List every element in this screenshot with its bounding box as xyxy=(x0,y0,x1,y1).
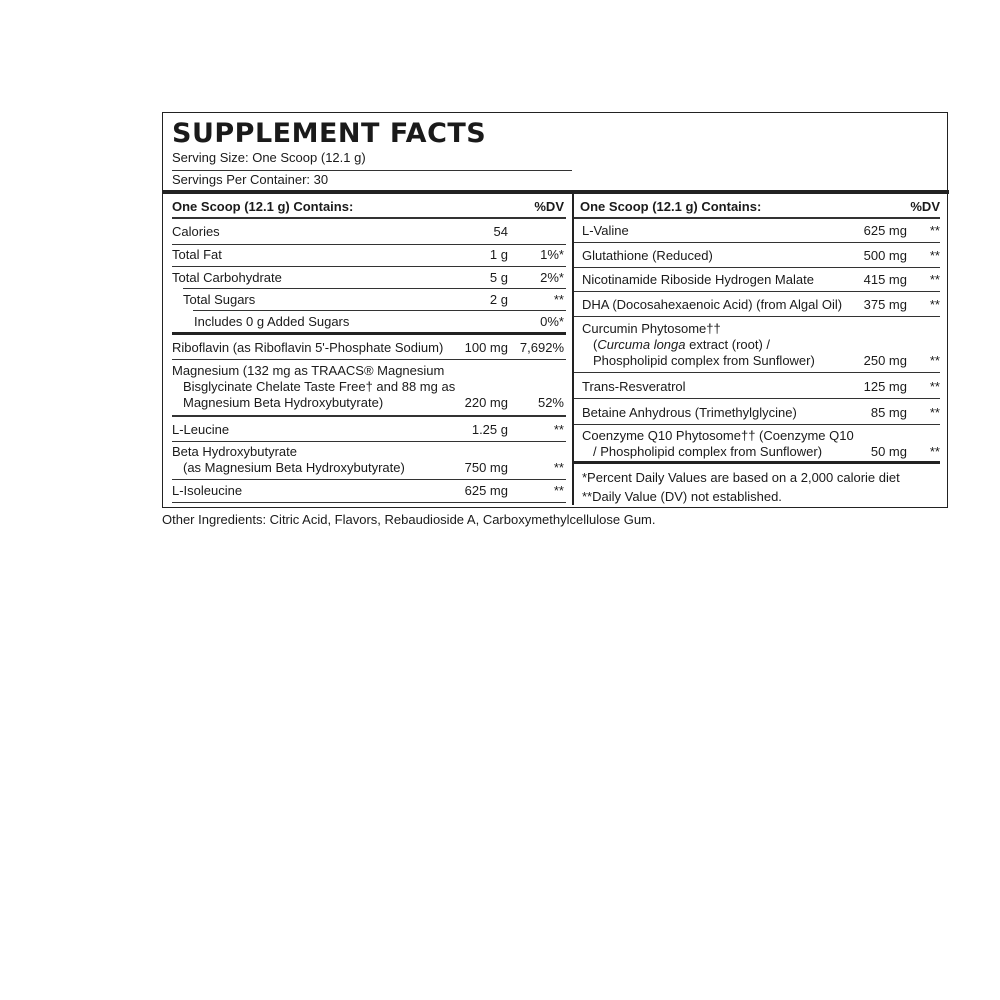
servings-per-container: Servings Per Container: 30 xyxy=(172,172,329,187)
thick-rule xyxy=(574,461,940,464)
divider xyxy=(574,242,940,243)
divider xyxy=(172,359,566,360)
right-header: One Scoop (12.1 g) Contains: xyxy=(580,199,762,214)
divider xyxy=(574,372,940,373)
divider xyxy=(172,441,566,442)
divider xyxy=(172,479,566,480)
curcuma-italic: Curcuma longa xyxy=(597,337,686,352)
panel-title: SUPPLEMENT FACTS xyxy=(172,118,487,149)
divider xyxy=(574,291,940,292)
divider xyxy=(574,217,940,219)
right-dv-header: %DV xyxy=(910,199,940,214)
left-header: One Scoop (12.1 g) Contains: xyxy=(172,199,354,214)
table-row: Coenzyme Q10 Phytosome†† (Coenzyme Q10 / Phospholipid complex from Sunflower) 50 mg ** xyxy=(582,428,940,459)
divider xyxy=(172,502,566,503)
divider xyxy=(172,266,566,267)
supplement-facts-panel: SUPPLEMENT FACTS Serving Size: One Scoop (12.1 g) Servings Per Container: 30 One Scoop (12.1 g) Contains: %DV Calories 54 Total Fat 1 g 1%* Total Carbohydrate 5 g 2%* Total Sugars 2 g ** Includes 0 g Added Sugars 0%* Riboflavin (as Riboflavin 5'-Phosphate Sodium) 100 mg 7,692% Magnesium (132 mg as TRAACS® Magnesium Bisglycinate Chelate Taste Free† and 88 mg as Magnesium Beta Hydroxybutyrate) 220 mg 52% L-Leucine 1.25 g ** Beta Hydroxybutyrate (as Magnesium Beta Hydroxybutyrate) 750 mg ** L-Isoleucine 625 mg ** One Scoop (12.1 g) Contains: %DV L-Valine 625 mg ** Glutathione (Reduced) 500 mg ** Nicotinamide Riboside Hydrogen Malate 415 mg ** DHA (Docosahexaenoic Acid) (from Algal Oil) 375 mg ** Curcumin Phytosome†† (Curcuma longa extract (root) / Phospholipid complex from Sunflower) 250 mg ** Trans-Resveratrol 125 mg ** Betaine Anhydrous (Trimethylglycine) 85 mg ** Coenzyme Q10 Phytosome†† (Coenzyme Q10 / Phospholipid complex from Sunflower) 50 mg ** *Percent Daily Values are based on a 2,000 calorie diet **Daily Value (DV) not established. xyxy=(162,112,948,508)
column-divider xyxy=(572,193,574,505)
divider xyxy=(172,415,566,417)
table-row: Magnesium (132 mg as TRAACS® Magnesium Bisglycinate Chelate Taste Free† and 88 mg as Magnesium Beta Hydroxybutyrate) 220 mg 52% xyxy=(172,363,564,410)
table-row: Curcumin Phytosome†† (Curcuma longa extract (root) / Phospholipid complex from Sunflower) 250 mg ** xyxy=(582,321,940,368)
divider xyxy=(574,424,940,425)
footnote-percent: *Percent Daily Values are based on a 2,000 calorie diet xyxy=(582,470,900,485)
curcumin-line2: (Curcuma longa extract (root) / xyxy=(593,337,771,352)
other-ingredients: Other Ingredients: Citric Acid, Flavors, Rebaudioside A, Carboxymethylcellulose Gum. xyxy=(162,512,656,527)
thick-rule xyxy=(172,332,566,335)
divider xyxy=(183,288,566,289)
left-dv-header: %DV xyxy=(534,199,564,214)
divider xyxy=(193,310,566,311)
divider xyxy=(574,316,940,317)
divider xyxy=(172,244,566,245)
divider xyxy=(172,217,566,219)
divider xyxy=(574,398,940,399)
curcuma-rest: extract (root) / xyxy=(685,337,771,352)
divider xyxy=(574,267,940,268)
thick-rule xyxy=(163,190,949,194)
footnote-dv: **Daily Value (DV) not established. xyxy=(582,489,782,504)
serving-size: Serving Size: One Scoop (12.1 g) xyxy=(172,150,366,165)
table-row: Beta Hydroxybutyrate (as Magnesium Beta Hydroxybutyrate) 750 mg ** xyxy=(172,444,564,475)
divider xyxy=(172,170,572,171)
